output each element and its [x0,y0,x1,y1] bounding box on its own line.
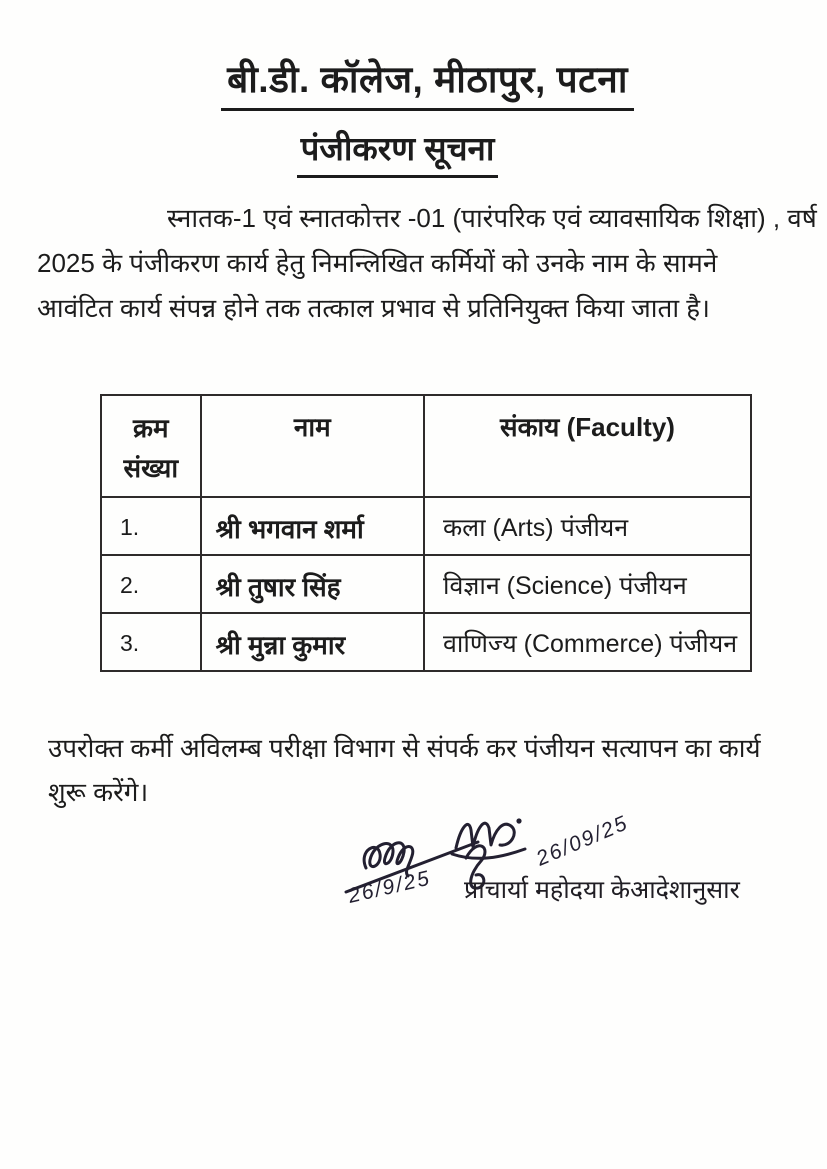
cell-name: श्री तुषार सिंह [201,555,424,613]
cell-serial: 1. [101,497,201,555]
table-row [101,555,751,613]
cell-serial: 2. [101,555,201,613]
intro-line-1: स्नातक-1 एवं स्नातकोत्तर -01 (पारंपरिक एवं व्यावसायिक शिक्षा) , वर्ष [167,203,817,233]
intro-line-3: आवंटित कार्य संपन्न होने तक तत्काल प्रभाव से प्रतिनियुक्त किया जाता है। [37,293,710,323]
cell-name: श्री भगवान शर्मा [201,497,424,555]
table-row [101,497,751,555]
closing-paragraph [48,726,788,814]
cell-serial: 3. [101,613,201,671]
page-subtitle-row [0,125,827,178]
signature-ink-icon [338,806,808,926]
cell-faculty: कला (Arts) पंजीयन [424,497,751,555]
document-header [0,52,827,178]
page-subtitle: पंजीकरण सूचना [297,125,499,178]
handwritten-date-right: 26/09/25 [532,811,632,871]
cell-faculty: विज्ञान (Science) पंजीयन [424,555,751,613]
order-by-text: प्राचार्या महोदया केआदेशानुसार [464,876,740,904]
signature-block [338,806,808,926]
page-title: बी.डी. कॉलेज, मीठापुर, पटना [221,52,634,111]
header-faculty: संकाय (Faculty) [424,395,751,497]
table-row [101,613,751,671]
table-header-row [101,395,751,497]
closing-line-2: शुरू करेंगे। [48,777,149,807]
intro-line-2: 2025 के पंजीकरण कार्य हेतु निमन्लिखित कर्मियों को उनके नाम के सामने [37,248,718,278]
intro-paragraph [37,196,817,331]
cell-faculty: वाणिज्य (Commerce) पंजीयन [424,613,751,671]
handwritten-date-left: 26/9/25 [345,866,434,908]
header-serial-number: क्रम संख्या [101,395,201,497]
cell-name: श्री मुन्ना कुमार [201,613,424,671]
closing-line-1: उपरोक्त कर्मी अविलम्ब परीक्षा विभाग से संपर्क कर पंजीयन सत्यापन का कार्य [48,733,761,763]
staff-assignment-table [100,394,752,672]
header-name: नाम [201,395,424,497]
